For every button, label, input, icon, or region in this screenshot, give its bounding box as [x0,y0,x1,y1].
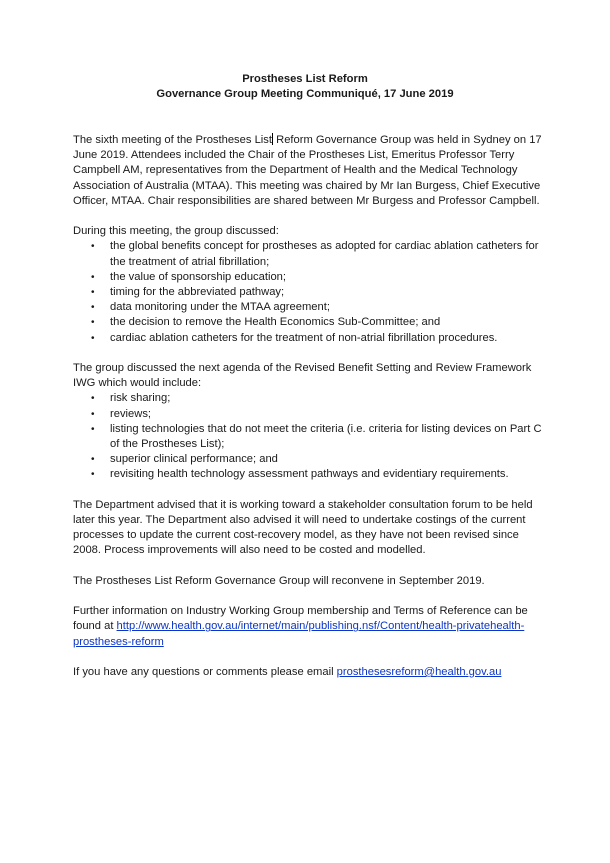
document-heading [0,72,610,102]
intro-text-start: The sixth meeting of the Prostheses List [73,134,272,146]
list-item: • revisiting health technology assessment pathways and evidentiary requirements. [73,467,548,482]
bullet-icon: • [91,454,95,466]
bullet-icon: • [91,408,95,420]
further-info-text: Further information on Industry Working Group membership and Terms of Reference can be found at [73,605,528,633]
agenda-lead: The group discussed the next agenda of the Revised Benefit Setting and Review Framework IWG which would include: [73,362,532,390]
document-subtitle: Governance Group Meeting Communiqué, 17 June 2019 [156,88,454,100]
contact-text: If you have any questions or comments please email [73,666,337,679]
intro-paragraph [73,133,548,209]
discussed-list [73,239,548,345]
bullet-icon: • [91,332,95,344]
list-item: • data monitoring under the MTAA agreement; [73,300,548,315]
list-item: • risk sharing; [73,391,548,406]
further-info-link[interactable]: http://www.health.gov.au/internet/main/publishing.nsf/Content/health-privatehealth-prostheses-reform [73,620,525,648]
bullet-icon: • [91,302,95,314]
further-info-paragraph [73,604,548,650]
list-item: • the decision to remove the Health Economics Sub-Committee; and [73,315,548,330]
document-body [73,133,548,695]
list-item: • listing technologies that do not meet the criteria (i.e. criteria for listing devices on Part C of the Prostheses List); [91,422,542,451]
contact-paragraph [73,665,548,680]
list-item: • superior clinical performance; and [73,452,548,467]
discussed-lead: During this meeting, the group discussed: [73,225,279,238]
list-item: • timing for the abbreviated pathway; [73,285,548,300]
contact-email-link[interactable]: prosthesesreform@health.gov.au [336,666,502,679]
list-item: • cardiac ablation catheters for the treatment of non-atrial fibrillation procedures. [73,331,548,346]
bullet-icon: • [91,423,95,435]
list-item: • the value of sponsorship education; [73,270,548,285]
intro-text-end: Reform Governance Group was held in Sydney on 17 June 2019. Attendees included the Chair of the Prostheses List, Emeritus Professor Terry Campbell AM, representatives from the Department of Health and the Medical Technology Association of Australia (MTAA). This meeting was chaired by Mr Ian Burgess, Chief Executive Officer, MTAA. Chair responsibilities are shared between Mr Burgess and Professor Campbell. [73,134,542,207]
document-title: Prostheses List Reform [242,73,368,85]
bullet-icon: • [91,241,95,253]
reconvene-paragraph: The Prostheses List Reform Governance Group will reconvene in September 2019. [73,574,485,587]
list-item: • reviews; [73,407,548,422]
bullet-icon: • [91,271,95,283]
department-paragraph: The Department advised that it is working toward a stakeholder consultation forum to be held later this year. The Department also advised it will need to undertake costings of the current processes to update the current cost-recovery model, as they have not been revised since 2008. Process improvements will also need to be costed and modelled. [73,498,533,557]
bullet-icon: • [91,317,95,329]
bullet-icon: • [91,287,95,299]
list-item: • the global benefits concept for prostheses as adopted for cardiac ablation catheters for the treatment of atrial fibrillation; [91,240,539,268]
bullet-icon: • [91,469,95,481]
bullet-icon: • [91,393,95,405]
agenda-list [73,391,548,482]
